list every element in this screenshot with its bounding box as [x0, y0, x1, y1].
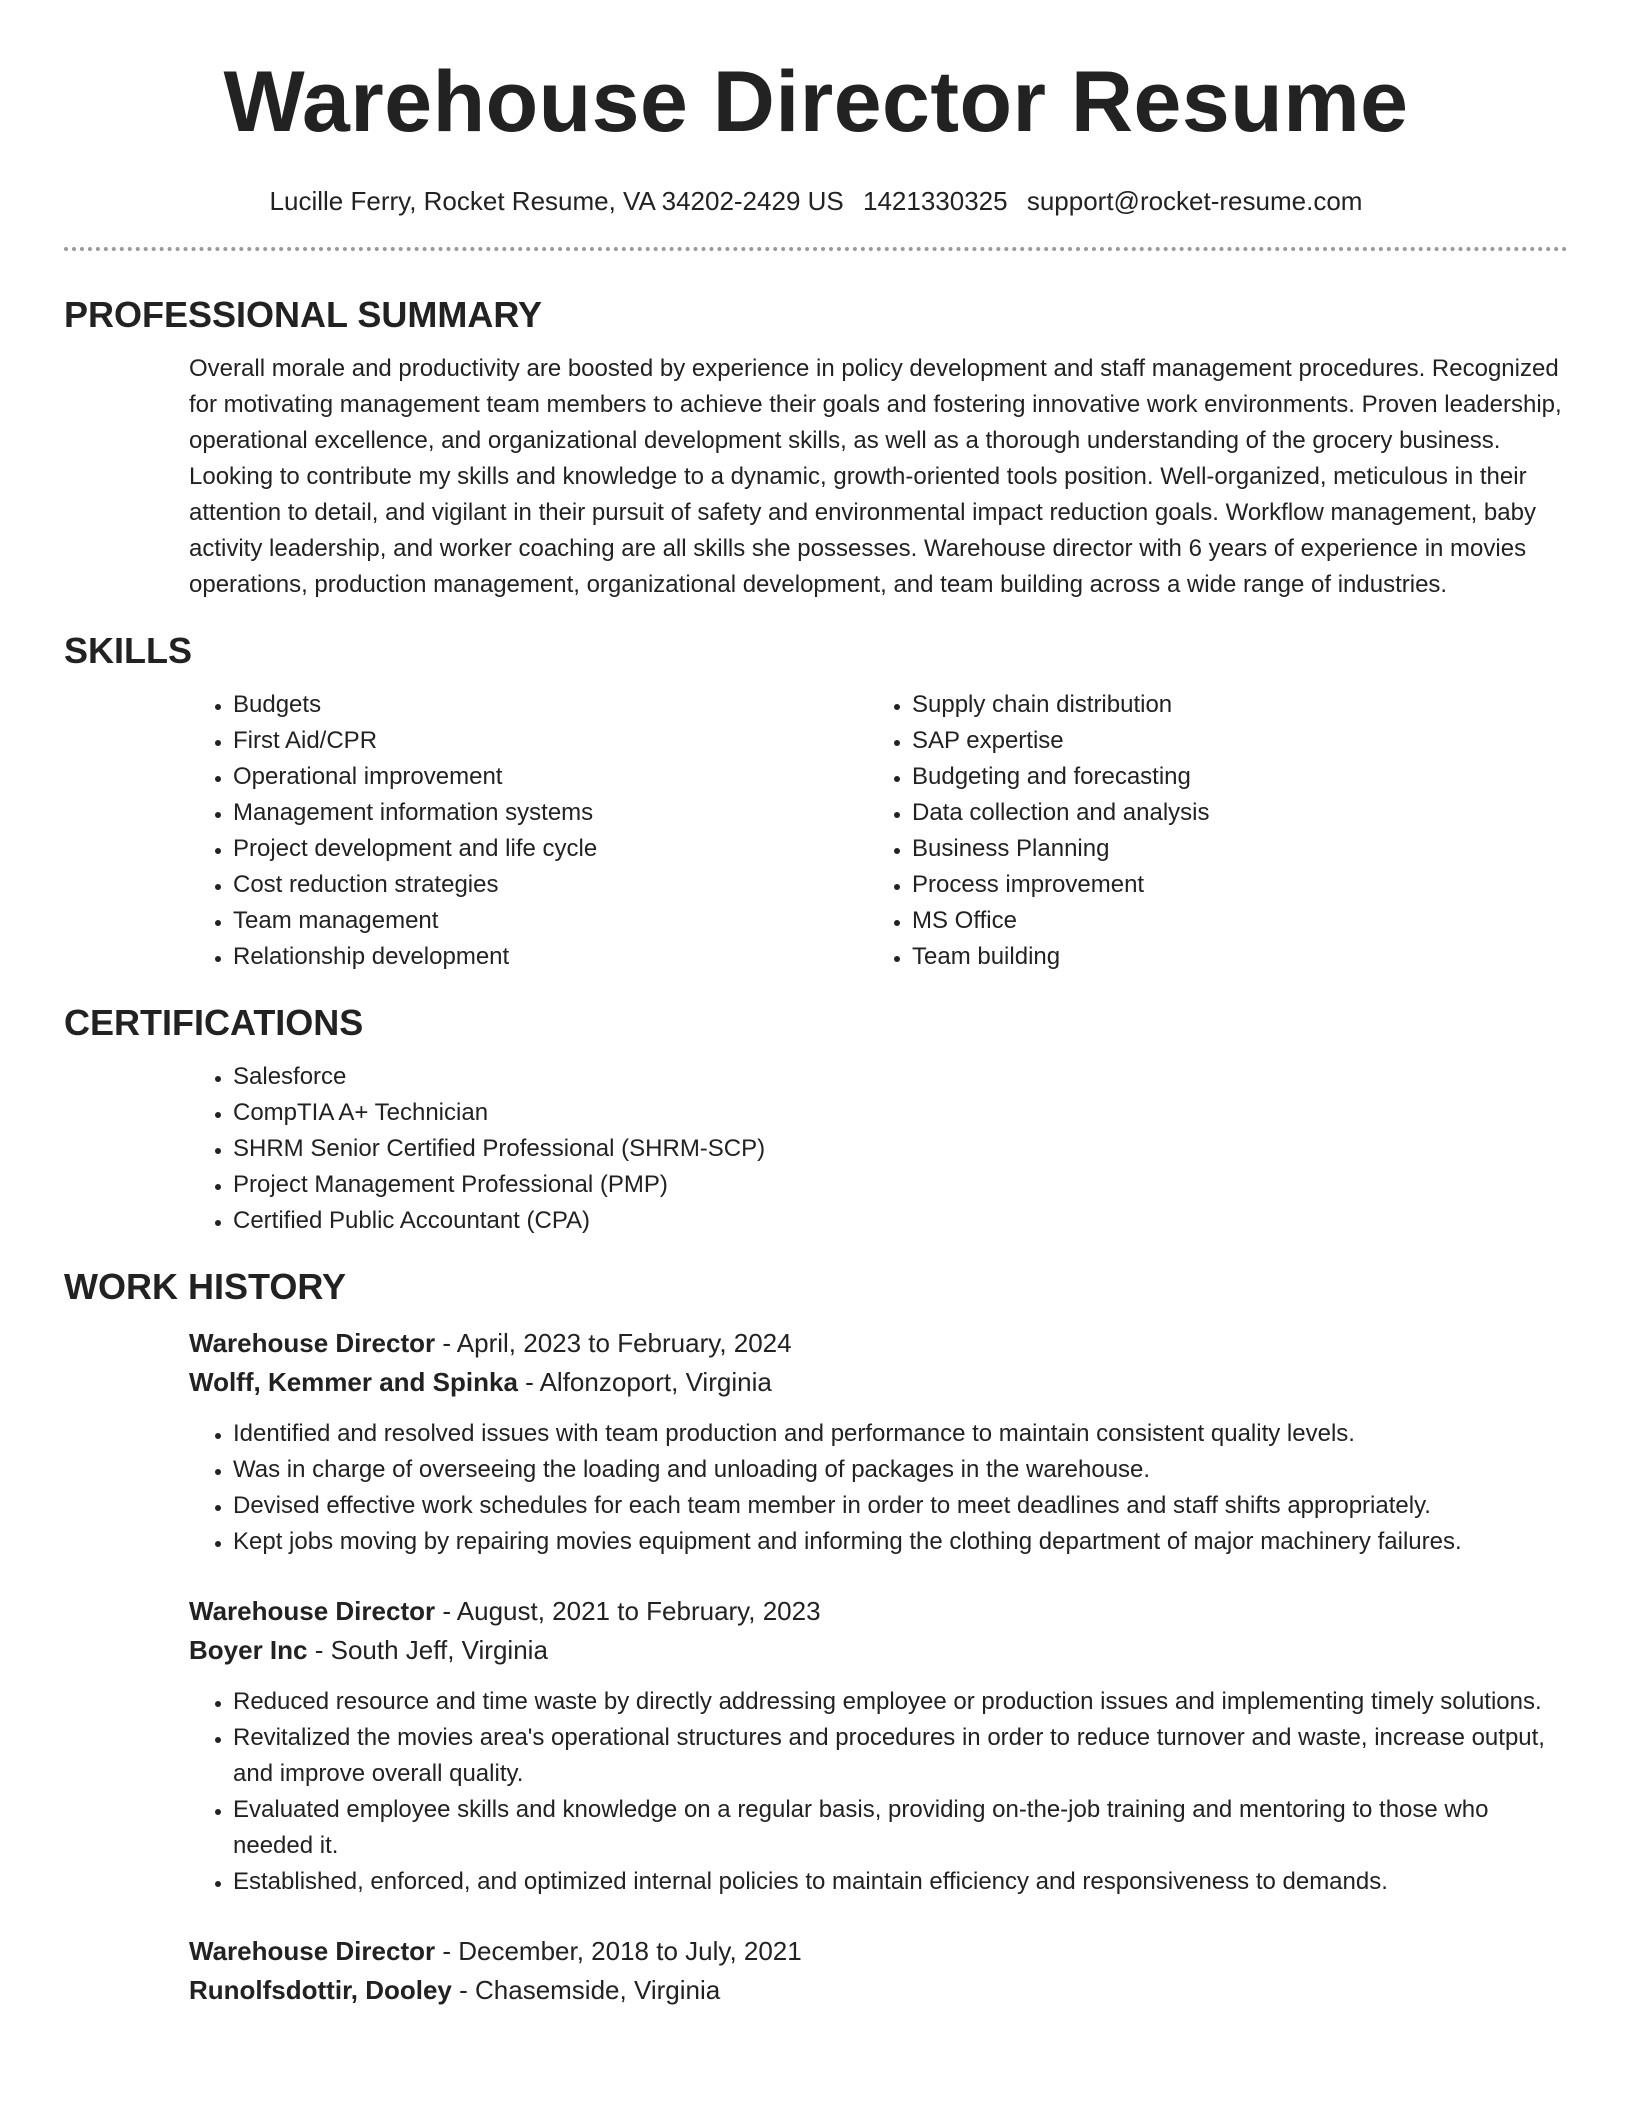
job-location: - South Jeff, Virginia — [307, 1635, 548, 1665]
job-title-line — [189, 1592, 1566, 1631]
job-entry — [189, 1592, 1566, 1900]
skills-column-left — [189, 687, 868, 975]
job-dates: - December, 2018 to July, 2021 — [435, 1936, 802, 1966]
job-entry — [189, 1932, 1566, 2010]
job-title: Warehouse Director — [189, 1328, 436, 1358]
skill-item: • Budgeting and forecasting — [912, 759, 1547, 795]
summary-text: Overall morale and productivity are boosted by experience in policy development and staff management procedures. Recognized for motivating management team members to achieve their goals and fostering innovative work environments. Proven leadership, operational excellence, and organizational development skills, as well as a thorough understanding of the grocery business. Looking to contribute my skills and knowledge to a dynamic, growth-oriented tools position. Well-organized, meticulous in their attention to detail, and vigilant in their pursuit of safety and environmental impact reduction goals. Workflow management, baby activity leadership, and worker coaching are all skills she possesses. Warehouse director with 6 years of experience in movies operations, production management, organizational development, and team building across a wide range of industries. — [189, 355, 1562, 598]
skill-item: • Budgets — [233, 687, 868, 723]
skill-item: • Team building — [912, 939, 1547, 975]
skill-item: • Team management — [233, 903, 868, 939]
certification-item: • SHRM Senior Certified Professional (SHRM-SCP) — [233, 1131, 1566, 1167]
job-location: - Alfonzoport, Virginia — [517, 1367, 772, 1397]
job-title-line — [189, 1324, 1566, 1363]
job-bullet: • Revitalized the movies area's operational structures and procedures in order to reduce turnover and waste, increase output, and improve overall quality. — [233, 1720, 1566, 1792]
job-bullet: • Devised effective work schedules for each team member in order to meet deadlines and staff shifts appropriately. — [233, 1488, 1566, 1524]
contact-line — [64, 186, 1568, 216]
skill-item: • Process improvement — [912, 867, 1547, 903]
job-dates: - April, 2023 to February, 2024 — [435, 1328, 792, 1358]
skill-item: • Relationship development — [233, 939, 868, 975]
work-history-heading: WORK HISTORY — [64, 1266, 347, 1307]
skill-item: • Cost reduction strategies — [233, 867, 868, 903]
skill-item: • Management information systems — [233, 795, 868, 831]
skill-item: • First Aid/CPR — [233, 723, 868, 759]
job-title-line — [189, 1932, 1566, 1971]
certifications-heading: CERTIFICATIONS — [64, 1002, 364, 1043]
skill-item: • MS Office — [912, 903, 1547, 939]
job-company-line — [189, 1363, 1566, 1402]
certification-item: • Salesforce — [233, 1059, 1566, 1095]
skills-list — [189, 687, 1566, 975]
job-company-line — [189, 1971, 1566, 2010]
skill-item: • SAP expertise — [912, 723, 1547, 759]
skill-item: • Business Planning — [912, 831, 1547, 867]
job-company: Boyer Inc — [189, 1635, 308, 1665]
job-bullet-list — [189, 1684, 1566, 1900]
contact-email: support@rocket-resume.com — [1026, 186, 1363, 216]
skill-item: • Project development and life cycle — [233, 831, 868, 867]
certification-item: • Project Management Professional (PMP) — [233, 1167, 1566, 1203]
certifications-list — [189, 1059, 1566, 1239]
job-company: Runolfsdottir, Dooley — [189, 1975, 452, 2005]
summary-heading: PROFESSIONAL SUMMARY — [64, 294, 543, 335]
job-title: Warehouse Director — [189, 1936, 436, 1966]
skill-item: • Supply chain distribution — [912, 687, 1547, 723]
certification-item: • Certified Public Accountant (CPA) — [233, 1203, 1566, 1239]
certification-item: • CompTIA A+ Technician — [233, 1095, 1566, 1131]
job-bullet: • Identified and resolved issues with team production and performance to maintain consistent quality levels. — [233, 1416, 1566, 1452]
header-divider — [64, 247, 1568, 251]
job-company-line — [189, 1631, 1566, 1670]
job-bullet: • Reduced resource and time waste by directly addressing employee or production issues and implementing timely solutions. — [233, 1684, 1566, 1720]
job-bullet: • Was in charge of overseeing the loading and unloading of packages in the warehouse. — [233, 1452, 1566, 1488]
skill-item: • Operational improvement — [233, 759, 868, 795]
skills-column-right — [868, 687, 1547, 975]
job-title: Warehouse Director — [189, 1596, 436, 1626]
contact-phone: 1421330325 — [862, 186, 1008, 216]
resume-title: Warehouse Director Resume — [223, 54, 1409, 150]
job-bullet: • Evaluated employee skills and knowledge on a regular basis, providing on-the-job training and mentoring to those who needed it. — [233, 1792, 1566, 1864]
job-bullet: • Established, enforced, and optimized internal policies to maintain efficiency and responsiveness to demands. — [233, 1864, 1566, 1900]
job-dates: - August, 2021 to February, 2023 — [435, 1596, 821, 1626]
contact-address: Lucille Ferry, Rocket Resume, VA 34202-2429 US — [269, 186, 844, 216]
skills-heading: SKILLS — [64, 630, 193, 671]
job-bullet: • Kept jobs moving by repairing movies equipment and informing the clothing department of major machinery failures. — [233, 1524, 1566, 1560]
job-company: Wolff, Kemmer and Spinka — [189, 1367, 518, 1397]
job-location: - Chasemside, Virginia — [451, 1975, 721, 2005]
job-entry — [189, 1324, 1566, 1560]
job-bullet-list — [189, 1416, 1566, 1560]
skill-item: • Data collection and analysis — [912, 795, 1547, 831]
